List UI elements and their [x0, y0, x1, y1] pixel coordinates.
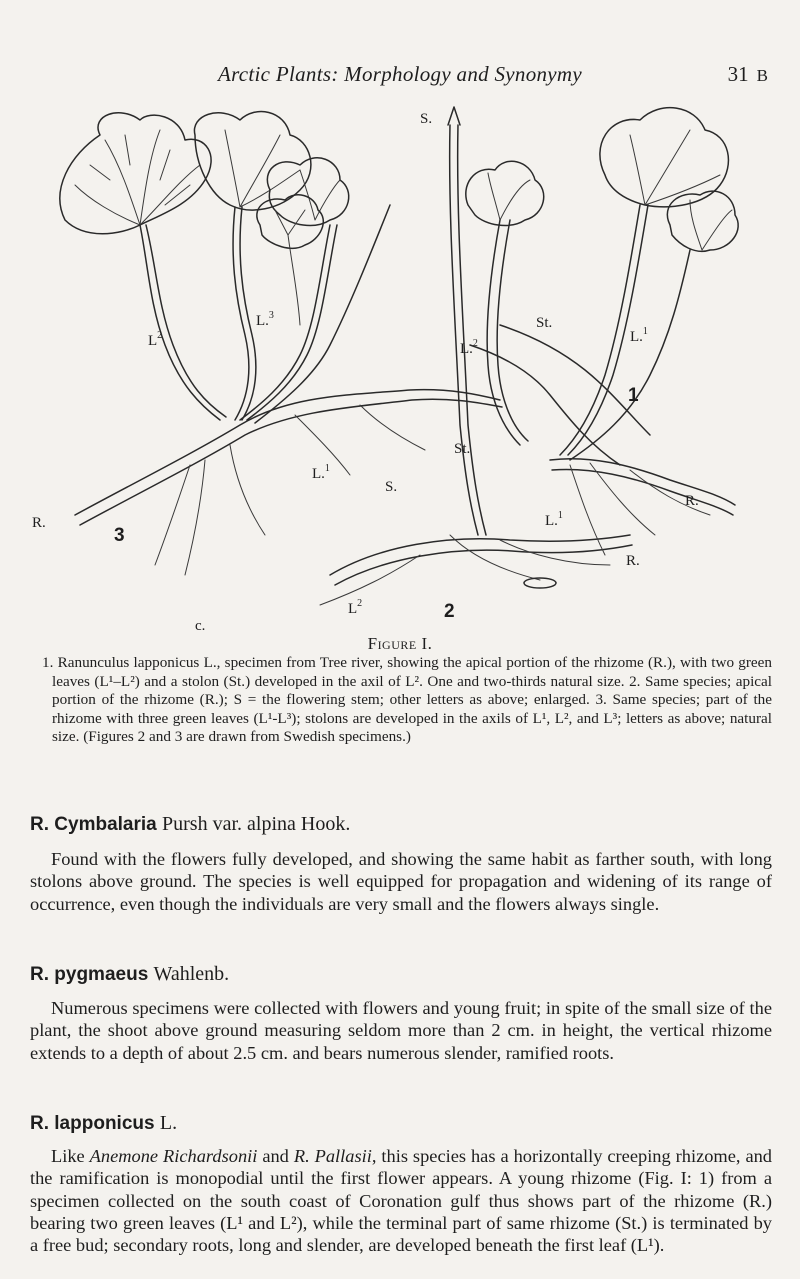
- running-head: [0, 62, 800, 92]
- label-s-top: S.: [420, 111, 433, 127]
- species-author: L.: [159, 1112, 178, 1134]
- species-name: R. lapponicus: [30, 1113, 155, 1134]
- label-st-mid: St.: [454, 441, 471, 457]
- fig3-leaf-center: [194, 112, 348, 325]
- label-l1-lower-text: L.: [545, 513, 558, 529]
- label-l1-mid-text: L.: [312, 466, 325, 482]
- botanical-figure: [30, 95, 770, 630]
- label-l1-lower-sup: 1: [557, 510, 563, 521]
- fig1-stolon: [500, 325, 650, 435]
- figure-caption: [30, 654, 772, 747]
- plant-illustration: [30, 95, 770, 630]
- paragraph-pygmaeus: Numerous specimens were collected with flowers and young fruit; in spite of the small size of the plant, the shoot above ground measuring seldom more than 2 cm. in height, the vertical rhizome extends to a depth of about 2.5 cm. and bears numerous slender, ramified roots.: [30, 998, 772, 1063]
- text-run: Like: [51, 1146, 90, 1166]
- fig3-rhizome2: [80, 399, 502, 525]
- label-l2-bottom: [348, 598, 362, 617]
- label-s-mid: S.: [385, 479, 398, 495]
- page-number-suffix: B: [756, 66, 768, 85]
- paragraph-cymbalaria: Found with the flowers fully developed, and showing the same habit as farther south, with long stolons above ground. The species is well equipped for propagation and widening of its range of occurrence, even though the individuals are very small and the flowers always single.: [30, 849, 772, 914]
- fig2-stem-tip: [448, 107, 460, 125]
- label-figure-2: 2: [444, 601, 455, 622]
- label-r-right-upper: R.: [685, 493, 699, 509]
- label-l2-mid: [460, 338, 478, 357]
- label-l3: [256, 310, 274, 329]
- label-l1-mid: [312, 463, 330, 482]
- taxon-anemone: Anemone Richardsonii: [89, 1146, 258, 1166]
- label-r-left: R.: [32, 515, 46, 531]
- section-heading-pygmaeus: [30, 963, 229, 986]
- species-name: R. pygmaeus: [30, 964, 149, 985]
- figure-caption-title: Figure I.: [367, 634, 433, 653]
- fig2-leaf: [466, 161, 544, 225]
- taxon-pallasii: R. Pallasii: [293, 1146, 372, 1166]
- label-figure-1: 1: [628, 385, 639, 406]
- text-run: and: [257, 1146, 294, 1166]
- label-l1-right: [630, 326, 648, 345]
- label-l1-right-text: L.: [630, 329, 643, 345]
- label-l1-right-sup: 1: [642, 326, 648, 337]
- label-figure-3: 3: [114, 525, 125, 546]
- text-run: , this species has a horizontally creeping rhizome, and the ramification is monopodial until the first flower appears. A young rhizome (Fig. I: 1) from a specimen collected on the south coast of Coronation gulf thus shows part of the rhizome (R.) bearing two green leaves (L¹ and L²), while the terminal part of same rhizome (St.) is terminated by a free bud; secondary roots, long and slender, are developed beneath the first leaf (L¹).: [30, 1146, 773, 1256]
- label-l2-left: [148, 330, 162, 349]
- label-l2-mid-text: L.: [460, 341, 473, 357]
- fig2-rhizome: [330, 535, 630, 575]
- fig3-petiole-b2: [240, 207, 256, 420]
- label-l3-text: L.: [256, 313, 269, 329]
- fig2-petiole2: [497, 220, 528, 441]
- fig2-roots: [320, 535, 610, 605]
- page-number-value: 31: [727, 62, 749, 86]
- label-l3-sup: 3: [268, 310, 274, 321]
- label-st-upper: St.: [536, 315, 553, 331]
- label-stray-mark: c.: [195, 618, 206, 630]
- label-l1-mid-sup: 1: [324, 463, 330, 474]
- label-l2-bottom-sup: 2: [357, 598, 363, 609]
- label-l1-lower: [545, 510, 563, 529]
- species-author: Wahlenb.: [153, 963, 230, 985]
- species-name: R. Cymbalaria: [30, 814, 157, 835]
- label-l2-left-text: L: [148, 333, 158, 349]
- fig1-roots: [570, 463, 710, 555]
- label-r-right-lower: R.: [626, 553, 640, 569]
- paragraph-lapponicus: [30, 1145, 772, 1256]
- fig3-rhizome: [75, 390, 500, 515]
- fig1-leaf-top: [600, 108, 738, 252]
- page-number: [728, 62, 768, 87]
- fig1-petiole-l1: [560, 205, 640, 455]
- label-l2-left-sup: 2: [157, 330, 163, 341]
- fig2-flowering-stem2: [458, 125, 486, 535]
- section-heading-cymbalaria: [30, 813, 350, 836]
- species-author: Pursh var. alpina Hook.: [162, 813, 351, 835]
- label-l2-mid-sup: 2: [472, 338, 478, 349]
- fig2-petiole: [487, 220, 520, 445]
- running-title: Arctic Plants: Morphology and Synonymy: [217, 62, 583, 86]
- label-l2-bottom-text: L: [348, 601, 358, 617]
- fig3-leaf-left: [60, 113, 211, 234]
- figure-caption-text: 1. Ranunculus lapponicus L., specimen from Tree river, showing the apical portion of the rhizome (R.), with two green leaves (L¹–L²) and a stolon (St.) developed in the axil of L². One and two-thirds natural size. 2. Same species; apical portion of the rhizome (R.); S = the flowering stem; other letters as above; enlarged. 3. Same species; part of the rhizome with three green leaves (L¹-L³); stolons are developed in the axils of L¹, L², and L³; letters as above; natural size. (Figures 2 and 3 are drawn from Swedish specimens.): [42, 654, 772, 746]
- section-heading-lapponicus: [30, 1112, 177, 1135]
